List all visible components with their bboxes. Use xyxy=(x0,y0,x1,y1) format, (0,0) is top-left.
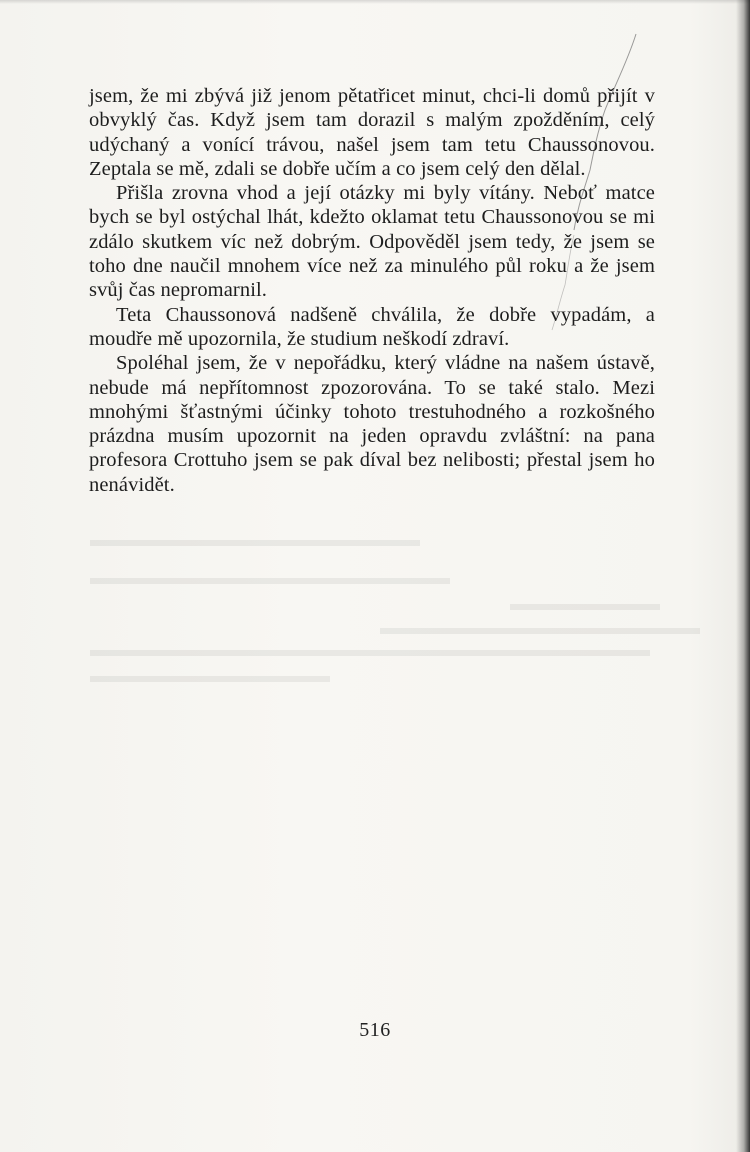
paragraph-3: Teta Chaussonová nadšeně chválila, že dobře vypadám, a moudře mě upozornila, že studium neškodí zdraví. xyxy=(89,303,655,350)
paragraph-1: jsem, že mi zbývá již jenom pětatřicet minut, chci-li domů přijít v obvyklý čas. Když jsem tam dorazil s malým zpožděním, celý udýchaný a vonící trávou, našel jsem tam tetu Chaussonovou. Zeptala se mě, zdali se dobře učím a co jsem celý den dělal. xyxy=(89,85,655,180)
paragraph-4: Spoléhal jsem, že v nepořádku, který vládne na našem ústavě, nebude má nepřítomnost zpozorována. To se také stalo. Mezi mnohými šťastnými účinky tohoto trestuhodného a rozkošného prázdna musím upozornit na jeden opravdu zvláštní: na pana profesora Crottuho jsem se pak díval bez nelibosti; přestal jsem ho nenávidět. xyxy=(89,352,655,496)
paragraph-2: Přišla zrovna vhod a její otázky mi byly vítány. Neboť matce bych se byl ostýchal lhát, kdežto oklamat tetu Chaussonovou se mi zdálo skutkem víc než dobrým. Odpověděl jsem tedy, že jsem se toho dne naučil mnohem více než za minulého půl roku a že jsem svůj čas nepromarnil. xyxy=(89,182,655,302)
body-text xyxy=(89,84,655,497)
page-number: 516 xyxy=(359,1019,391,1041)
